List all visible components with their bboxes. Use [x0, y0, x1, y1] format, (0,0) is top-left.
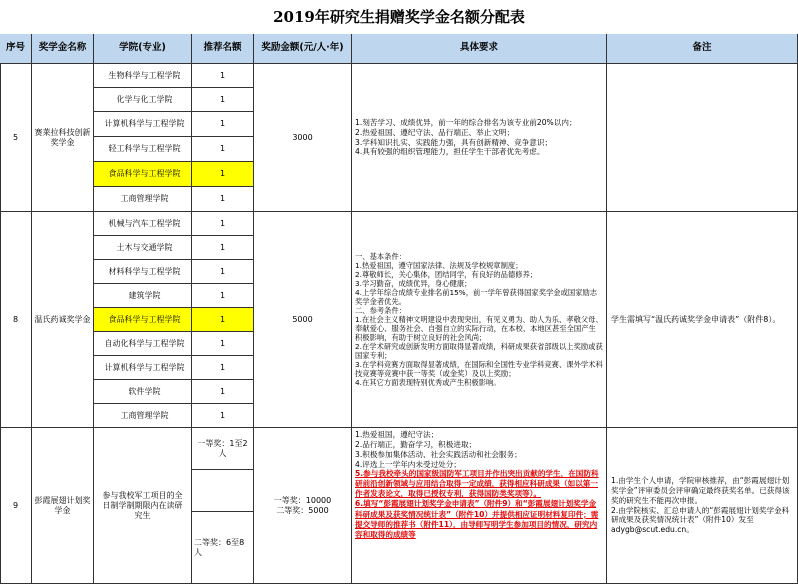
row-9-requirements-basic: 1.热爱祖国，遵纪守法； 2.品行端正，勤奋学习，积极进取； 3.积极参加集体活动、社会实践活动和社会服务； 4.评选上一学年内未受过处分； [355, 430, 522, 469]
row-8-college: 建筑学院 [94, 284, 192, 308]
header-remarks: 备注 [607, 34, 798, 64]
row-8-quota: 1 [192, 404, 254, 428]
header-quota: 推荐名额 [192, 34, 254, 64]
row-8-remarks: 学生需填写“温氏药诚奖学金申请表”（附件8）。 [607, 212, 798, 428]
row-8-quota: 1 [192, 260, 254, 284]
row-9-scholarship-name: 彭霞展翅计划奖学金 [32, 428, 94, 584]
row-8-requirements: 一、基本条件： 1.热爱祖国，遵守国家法律、法规及学校规章制度； 2.尊敬师长，关心集体，团结同学，有良好的品德修养； 3.学习勤奋，成绩优异，身心健康； 4.上学年综合成绩专业排名前15%，前一学年曾获得国家奖学金或国家励志奖学金者优先。 二、参考条件： 1.在社会主义精神文明建设中表现突出，有见义勇为、助人为乐、孝敬父母、奉献爱心、服务社会、自强自立的实际行动，在本校、本地区甚至全国产生积极影响，有助于树立良好的社会风尚； 2.在学术研究或创新发明方面取得显著成绩，科研成果获省部级以上奖励或获国家专利； 3.在学科竞赛方面取得显著成绩，在国际和全国性专业学科竞赛、课外学术科技竞赛等竞赛中获一等奖（或金奖）及以上奖励； 4.在其它方面表现特别优秀或产生积极影响。 [352, 212, 607, 428]
row-5-quota: 1 [192, 88, 254, 112]
row-5-remarks [607, 64, 798, 212]
row-8-quota: 1 [192, 332, 254, 356]
row-8-college-highlighted: 食品科学与工程学院 [94, 308, 192, 332]
row-5-college: 轻工科学与工程学院 [94, 137, 192, 162]
row-5-requirements: 1.刻苦学习、成绩优异，前一年的综合排名为该专业前20%以内； 2.热爱祖国、遵纪守法、品行端正、举止文明； 3.学科知识扎实、实践能力强，具有创新精神、竞争意识； 4.具有较强的组织管理能力，担任学生干部者优先考虑。 [352, 64, 607, 212]
row-5-amount: 3000 [254, 64, 352, 212]
row-9-no: 9 [0, 428, 32, 584]
row-8-college: 计算机科学与工程学院 [94, 356, 192, 380]
row-9-requirements-highlighted: 5.参与我校牵头的国家级国防军工项目并作出突出贡献的学生，在国防科研前沿创新领域与应用结合取得一定成绩，获得相应科研成果（如以第一作者发表论文，取得已授权专利，获得国防类奖项等）。 6.填写“彭霞展翅计划奖学金申请表”（附件9）和“彭霞展翅计划奖学金科研成果及获奖情况统计表”（附件10）并提供相应证明材料复印件；需提交导师的推荐书（附件11），由导师写明学生参加项目的情况，研究内容和取得的成绩等 [355, 469, 599, 539]
row-9-quota-second-prize: 二等奖：6至8人 [192, 512, 254, 584]
row-8-quota: 1 [192, 356, 254, 380]
row-8-quota: 1 [192, 212, 254, 236]
row-9-quota-first-prize: 一等奖：1至2人 [192, 428, 254, 470]
row-5-scholarship-name: 赛莱拉科技创新奖学金 [32, 64, 94, 212]
row-8-college: 材料科学与工程学院 [94, 260, 192, 284]
row-5-no: 5 [0, 64, 32, 212]
row-8-college: 土木与交通学院 [94, 236, 192, 260]
header-college: 学院(专业) [94, 34, 192, 64]
row-8-no: 8 [0, 212, 32, 428]
row-5-quota: 1 [192, 187, 254, 212]
table-title: 2019年研究生捐赠奖学金名额分配表 [273, 8, 525, 26]
row-8-quota-highlighted: 1 [192, 308, 254, 332]
row-8-quota: 1 [192, 380, 254, 404]
row-5-college: 工商管理学院 [94, 187, 192, 212]
row-5-quota: 1 [192, 137, 254, 162]
row-9-requirements [352, 428, 607, 584]
row-9-remarks: 1.由学生个人申请，学院审核推荐，由“彭霞展翅计划奖学金”评审委员会评审确定最终获奖名单。已获得该奖的研究生不能再次申报。 2.由学院核实、汇总申请人的“彭霞展翅计划奖学金科研成果及获奖情况统计表”（附件10）发至adygb@scut.edu.cn。 [607, 428, 798, 584]
header-amount: 奖励金额(元/人·年) [254, 34, 352, 64]
row-8-quota: 1 [192, 284, 254, 308]
row-8-quota: 1 [192, 236, 254, 260]
row-8-scholarship-name: 温氏药诚奖学金 [32, 212, 94, 428]
row-9-amount: 一等奖：10000 二等奖：5000 [254, 428, 352, 584]
row-8-college: 机械与汽车工程学院 [94, 212, 192, 236]
row-5-college: 生物科学与工程学院 [94, 64, 192, 88]
row-5-quota: 1 [192, 64, 254, 88]
row-8-college: 软件学院 [94, 380, 192, 404]
header-no: 序号 [0, 34, 32, 64]
row-5-college: 化学与化工学院 [94, 88, 192, 112]
row-9-quota-blank [192, 470, 254, 512]
row-5-college: 计算机科学与工程学院 [94, 112, 192, 137]
header-requirements: 具体要求 [352, 34, 607, 64]
row-8-college: 工商管理学院 [94, 404, 192, 428]
row-5-quota-highlighted: 1 [192, 162, 254, 187]
row-8-college: 自动化科学与工程学院 [94, 332, 192, 356]
row-5-college-highlighted: 食品科学与工程学院 [94, 162, 192, 187]
row-8-amount: 5000 [254, 212, 352, 428]
header-scholarship-name: 奖学金名称 [32, 34, 94, 64]
row-5-quota: 1 [192, 112, 254, 137]
row-9-college-eligibility: 参与我校军工项目的全日制学制期限内在读研究生 [94, 428, 192, 584]
